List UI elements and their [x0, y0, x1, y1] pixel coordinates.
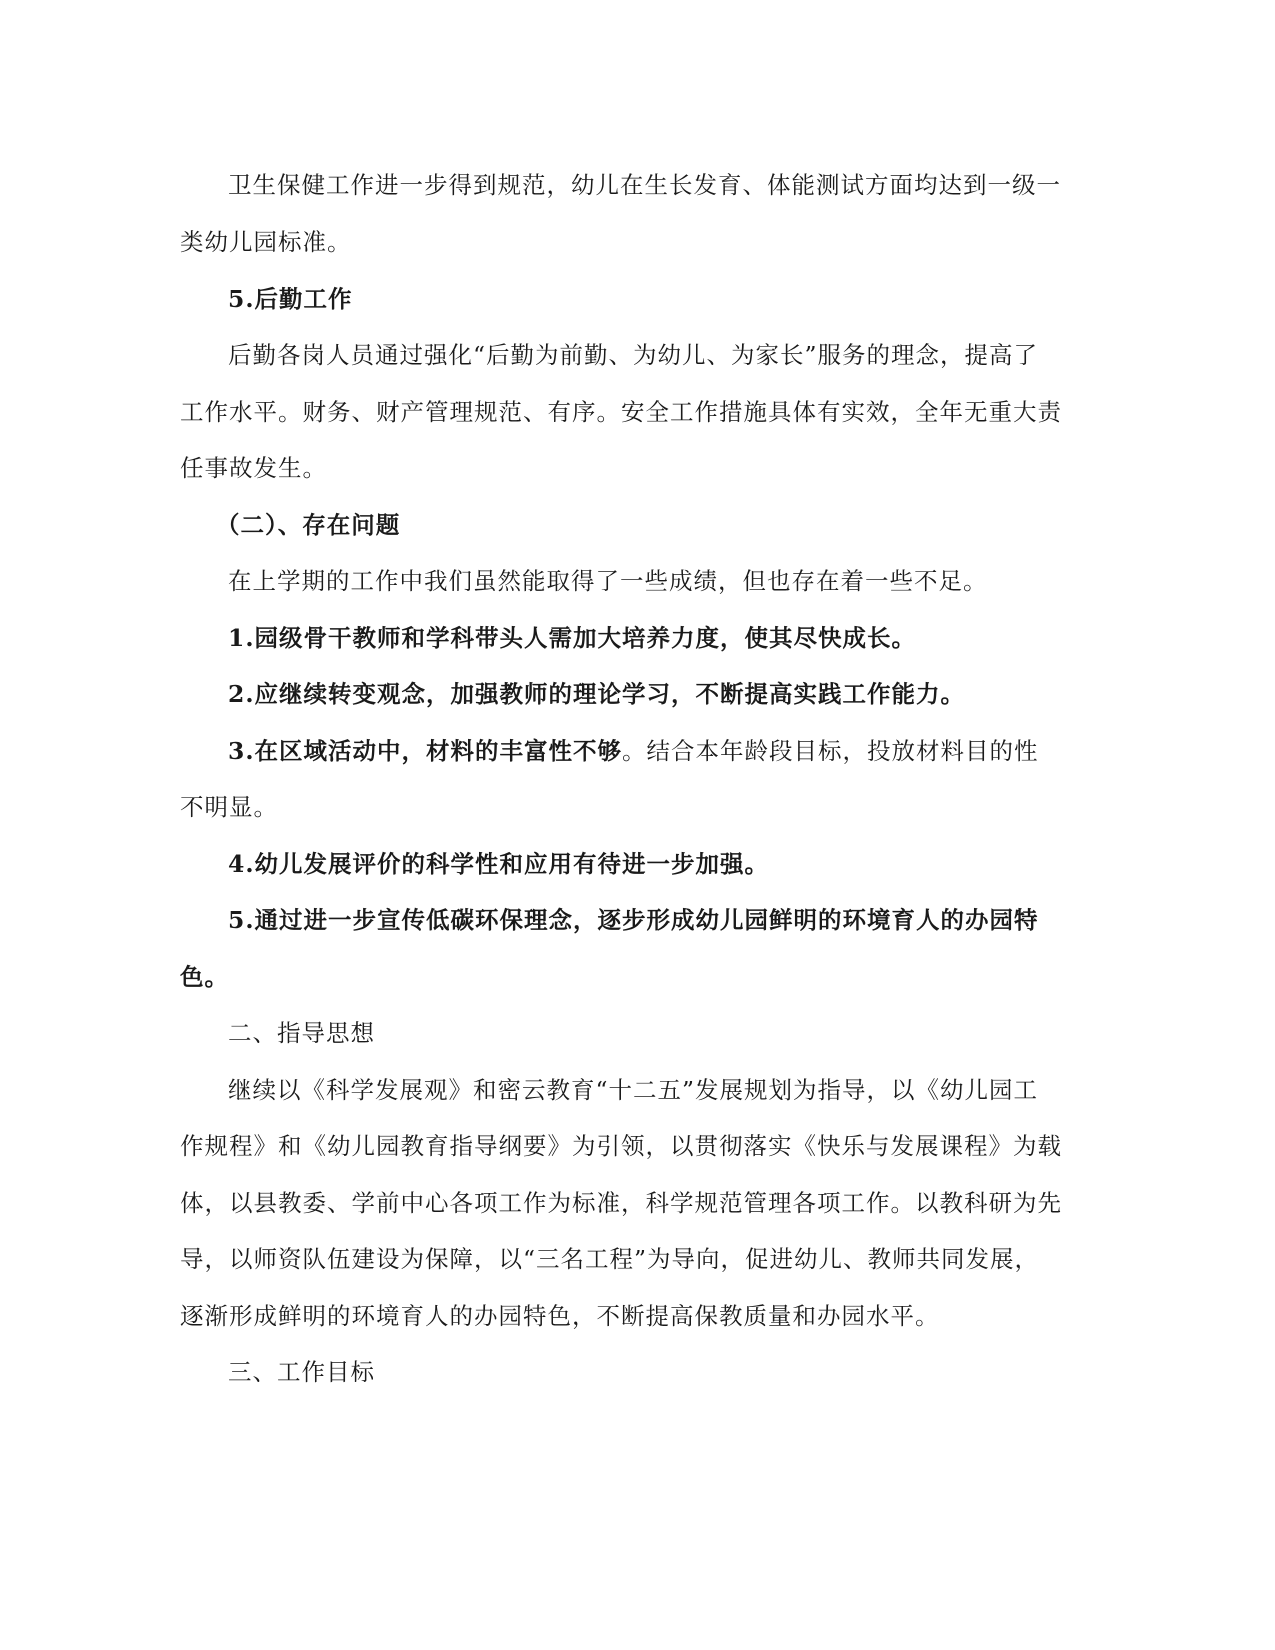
section-heading: 5.后勤工作 — [228, 285, 353, 313]
paragraph-line: 逐渐形成鲜明的环境育人的办园特色，不断提高保教质量和办园水平。 — [180, 1302, 940, 1330]
list-item-bold-part: 3.在区域活动中，材料的丰富性不够 — [228, 737, 623, 765]
paragraph-line: 工作水平。财务、财产管理规范、有序。安全工作措施具体有实效，全年无重大责 — [180, 398, 1062, 426]
list-item: 2.应继续转变观念，加强教师的理论学习，不断提高实践工作能力。 — [228, 680, 966, 708]
list-item-regular-part: 。结合本年龄段目标，投放材料目的性 — [622, 737, 1039, 765]
section-heading: 二、指导思想 — [228, 1019, 375, 1047]
paragraph-line: 作规程》和《幼儿园教育指导纲要》为引领，以贯彻落实《快乐与发展课程》为载 — [180, 1132, 1062, 1160]
section-heading: （二）、存在问题 — [216, 511, 401, 539]
paragraph-line: 类幼儿园标准。 — [180, 228, 352, 256]
section-heading: 三、工作目标 — [228, 1358, 375, 1386]
paragraph-line: 不明显。 — [180, 793, 278, 821]
list-item — [0, 735, 1275, 767]
paragraph-line: 在上学期的工作中我们虽然能取得了一些成绩，但也存在着一些不足。 — [228, 567, 988, 595]
paragraph-line: 任事故发生。 — [180, 454, 327, 482]
list-item-continuation: 色。 — [180, 963, 229, 991]
list-item: 1.园级骨干教师和学科带头人需加大培养力度，使其尽快成长。 — [228, 624, 917, 652]
paragraph-line: 卫生保健工作进一步得到规范，幼儿在生长发育、体能测试方面均达到一级一 — [228, 171, 1061, 199]
paragraph-line: 导，以师资队伍建设为保障，以“三名工程”为导向，促进幼儿、教师共同发展， — [180, 1245, 1040, 1273]
list-item: 5.通过进一步宣传低碳环保理念，逐步形成幼儿园鲜明的环境育人的办园特 — [228, 906, 1039, 934]
list-item: 4.幼儿发展评价的科学性和应用有待进一步加强。 — [228, 850, 770, 878]
paragraph-line: 继续以《科学发展观》和密云教育“十二五”发展规划为指导，以《幼儿园工 — [228, 1076, 1039, 1104]
paragraph-line: 体，以县教委、学前中心各项工作为标准，科学规范管理各项工作。以教科研为先 — [180, 1189, 1062, 1217]
paragraph-line: 后勤各岗人员通过强化“后勤为前勤、为幼儿、为家长”服务的理念，提高了 — [228, 341, 1039, 369]
